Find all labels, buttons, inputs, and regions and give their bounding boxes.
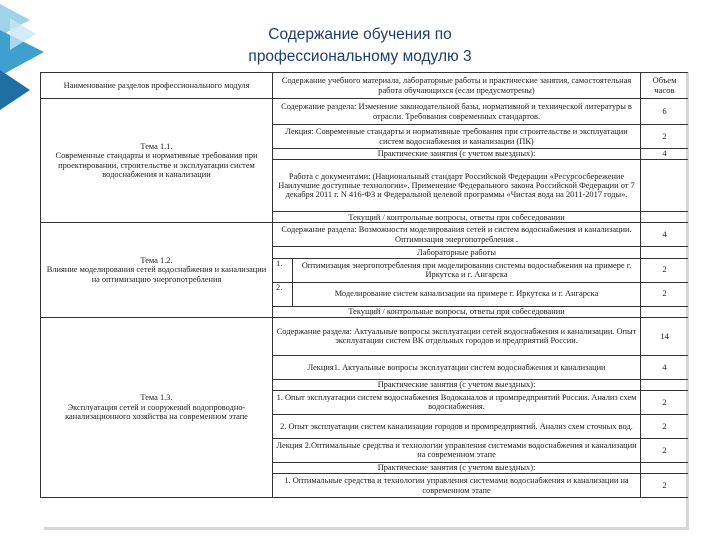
- curriculum-document: [40, 72, 688, 532]
- header-hours: Объем часов: [641, 73, 688, 99]
- topic-1-3-cell: [41, 317, 273, 497]
- table-header-row: [41, 73, 689, 99]
- topic-1-1-lecture-hours: 2: [641, 125, 688, 149]
- topic-1-3-practice2: Практические занятия (с учетом выездных):: [273, 462, 641, 473]
- topic-1-3-name: Эксплуатация сетей и сооружений водопроводно-канализационного хозяйства на современном этапе: [65, 402, 248, 422]
- topic-1-2-control-hours: [641, 306, 688, 317]
- topic-1-3-lecture2: Лекция 2.Оптимальные средства и технологии управления системами водоснабжения и канализации на современном этапе: [273, 438, 641, 462]
- topic-1-1-docs-work: Работа с документами: (Национальный стандарт Российской Федерации «Ресурсосбережение Наилучшие доступные технологии». Применение Федерального закона Российской Федерации от 7 декабря 2011 г. N 416-ФЗ и Федеральной целевой программы «Чистая вода на 2011-2017 годы».: [273, 160, 641, 212]
- topic-1-3-lecture2-hours: 2: [641, 438, 688, 462]
- topic-1-3-practice-item1: 1. Опыт эксплуатации систем водоснабжения Водоканалов и промпредприятий России. Анализ схем водоснабжения.: [273, 390, 641, 414]
- topic-1-3-practice-item2: 2. Опыт эксплуатации систем канализации городов и промпредприятий. Анализ схем сточных вод.: [273, 414, 641, 438]
- topic-1-2-content-hours: 4: [641, 223, 688, 247]
- header-content: Содержание учебного материала, лабораторные работы и практические занятия, самостоятельная работа обучающихся (если предусмотрены): [273, 73, 641, 99]
- topic-1-2-control: Текущий / контрольные вопросы, ответы при собеседовании: [273, 306, 641, 317]
- topic-1-1-control-hours: [641, 212, 688, 223]
- curriculum-table: [40, 72, 688, 498]
- header-section-name: Наименование разделов профессионального модуля: [41, 73, 273, 99]
- topic-1-1-name: Современные стандарты и нормативные требования при проектировании, строительстве и эксплуатации систем водоснабжения и канализации: [55, 151, 258, 180]
- topic-1-1-docs-hours: [641, 160, 688, 212]
- topic-1-1-title: Тема 1.1.: [140, 141, 173, 151]
- topic-1-2-lab-hours: [641, 247, 688, 258]
- topic-1-3-lecture1-hours: 4: [641, 355, 688, 379]
- table-row: [41, 99, 689, 125]
- table-row: [41, 223, 689, 247]
- topic-1-3-practice2-item1: 1. Оптимальные средства и технологии управления системами водоснабжения и канализации на современном этапе: [273, 474, 641, 498]
- topic-1-2-content: Содержание раздела: Возможности моделирования сетей и систем водоснабжения и канализации. Оптимизация энергопотребления .: [273, 223, 641, 247]
- deco-triangle-dark: [0, 70, 30, 110]
- topic-1-2-item1-hours: 2: [641, 258, 688, 282]
- topic-1-3-content-hours: 14: [641, 317, 688, 355]
- topic-1-3-practice2-item1-hours: 2: [641, 474, 688, 498]
- table-row: [41, 317, 689, 355]
- topic-1-2-title: Тема 1.2.: [140, 255, 173, 265]
- topic-1-1-content: Содержание раздела: Изменение законодательной базы, нормативной и технической литературы в отрасли. Требования современных стандартов.: [273, 99, 641, 125]
- slide-title-line2: профессиональному модулю 3: [248, 48, 472, 65]
- topic-1-1-control: Текущий / контрольные вопросы, ответы при собеседовании: [273, 212, 641, 223]
- topic-1-2-cell: [41, 223, 273, 317]
- topic-1-1-lecture: Лекция: Современные стандарты и нормативные требования при строительстве и эксплуатации систем водоснабжения и канализации (ПК): [273, 125, 641, 149]
- topic-1-3-practice-hours: [641, 379, 688, 390]
- topic-1-2-lab: Лабораторные работы: [273, 247, 641, 258]
- slide-title-line1: Содержание обучения по: [268, 26, 452, 43]
- topic-1-3-lecture1: Лекция1. Актуальные вопросы эксплуатации систем водоснабжения и канализации: [273, 355, 641, 379]
- topic-1-3-content: Содержание раздела: Актуальные вопросы эксплуатации сетей водоснабжения и канализации. Опыт эксплуатации систем ВК отдельных городов и предприятий России.: [273, 317, 641, 355]
- topic-1-3-title: Тема 1.3.: [140, 393, 173, 403]
- slide-title: [150, 24, 570, 68]
- topic-1-2-item2-number: 2.: [273, 282, 293, 306]
- topic-1-2-item2: Моделирование систем канализации на примере г. Иркутска и г. Ангарска: [293, 282, 641, 306]
- topic-1-2-item1: Оптимизация энергопотребления при моделировании системы водоснабжения на примере г. Иркутска и г. Ангарска: [293, 258, 641, 282]
- topic-1-2-item1-number: 1.: [273, 258, 293, 282]
- topic-1-3-practice-item1-hours: 2: [641, 390, 688, 414]
- topic-1-1-practice-hours: 4: [641, 149, 688, 160]
- topic-1-2-item2-hours: 2: [641, 282, 688, 306]
- topic-1-2-name: Влияние моделирования сетей водоснабжения и канализации на оптимизацию энергопотребления: [46, 265, 267, 284]
- topic-1-3-practice: Практические занятия (с учетом выездных):: [273, 379, 641, 390]
- topic-1-3-practice-item2-hours: 2: [641, 414, 688, 438]
- topic-1-1-content-hours: 6: [641, 99, 688, 125]
- topic-1-1-practice: Практические занятия (с учетом выездных):: [273, 149, 641, 160]
- topic-1-3-practice2-hours: [641, 462, 688, 473]
- topic-1-1-cell: [41, 99, 273, 223]
